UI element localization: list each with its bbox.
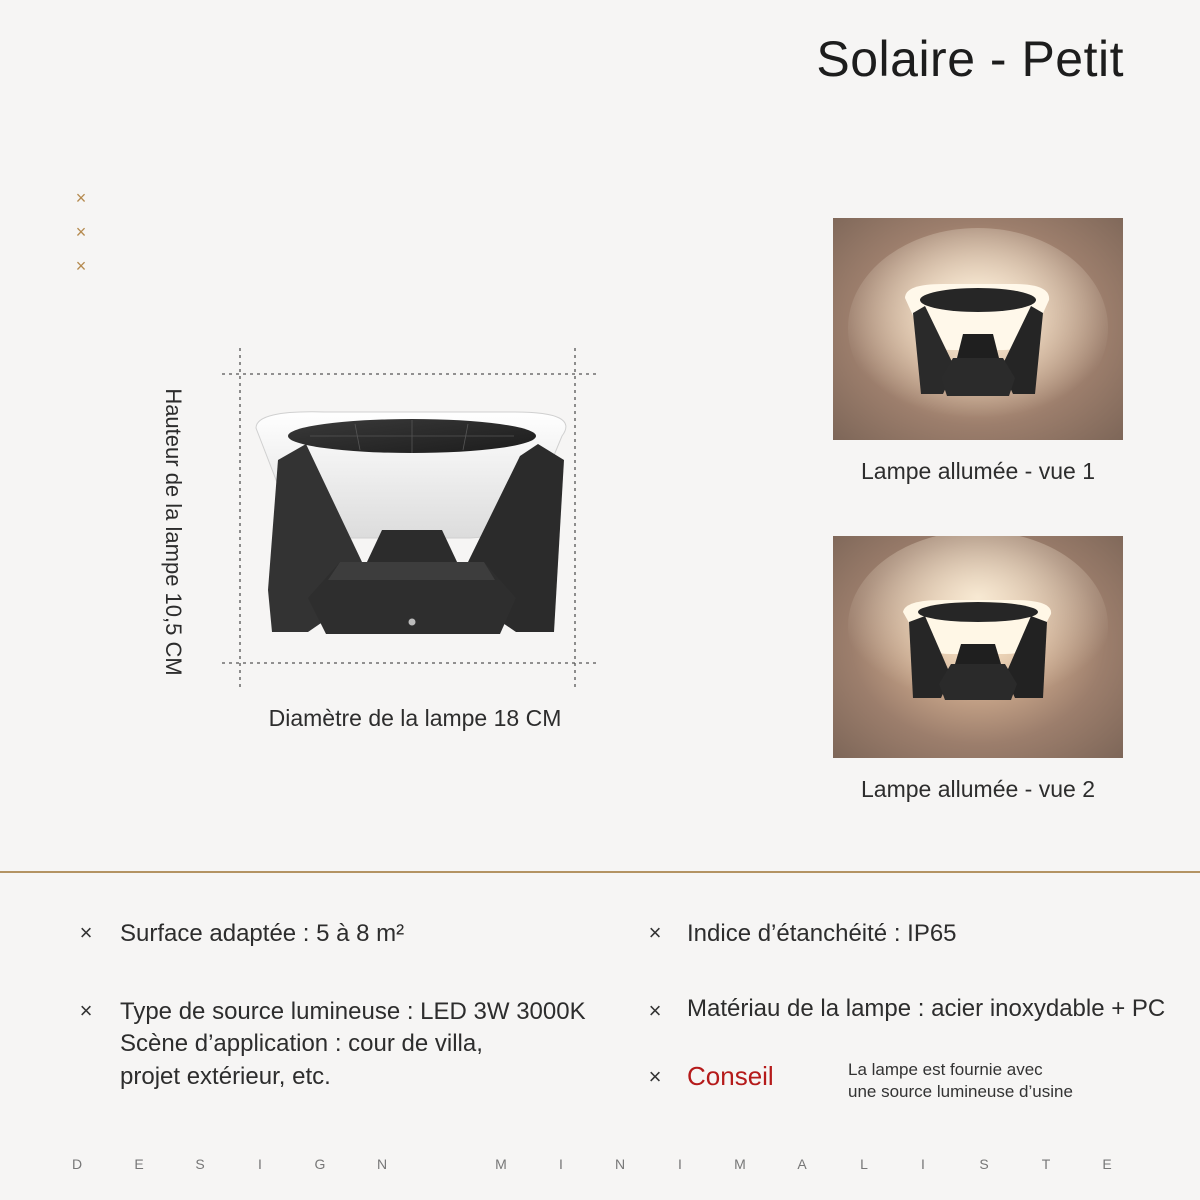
lamp-photo-view-1	[833, 218, 1123, 440]
footer-letter: N	[614, 1156, 626, 1172]
dimension-diagram	[150, 340, 620, 700]
lamp-product-illustration	[150, 340, 620, 700]
spec-surface: Surface adaptée : 5 à 8 m²	[120, 920, 405, 947]
footer-letter: T	[1041, 1156, 1051, 1172]
section-divider	[0, 871, 1200, 873]
tip-note-line-1: La lampe est fournie avec	[848, 1060, 1043, 1079]
footer-letter: I	[559, 1156, 563, 1172]
footer-letter: M	[495, 1156, 507, 1172]
spec-light-source: Type de source lumineuse : LED 3W 3000K	[120, 998, 586, 1025]
tip-note-line-2: une source lumineuse d’usine	[848, 1082, 1073, 1101]
bullet-icon: ×	[648, 998, 662, 1023]
bullet-icon: ×	[648, 1064, 662, 1089]
footer-letter: E	[1102, 1156, 1112, 1172]
gallery-caption-1: Lampe allumée - vue 1	[861, 458, 1095, 484]
footer-letter: S	[195, 1156, 205, 1172]
footer-letter: G	[314, 1156, 326, 1172]
footer-letter: L	[860, 1156, 868, 1172]
footer-letter: M	[734, 1156, 746, 1172]
height-label: Hauteur de la lampe 10,5 CM	[161, 388, 186, 676]
diameter-label: Diamètre de la lampe 18 CM	[268, 705, 562, 731]
spec-scene-line-1: Scène d’application : cour de villa,	[120, 1030, 483, 1057]
bullet-icon: ×	[79, 998, 93, 1023]
side-mark: ×	[75, 188, 87, 208]
footer-letter: D	[71, 1156, 83, 1172]
spec-scene-line-2: projet extérieur, etc.	[120, 1063, 331, 1090]
spec-material: Matériau de la lampe : acier inoxydable + PC	[687, 995, 1166, 1022]
bullet-icon: ×	[79, 920, 93, 945]
footer-letter: A	[797, 1156, 807, 1172]
footer-letter: I	[678, 1156, 682, 1172]
bullet-icon: ×	[648, 920, 662, 945]
footer-letter: S	[979, 1156, 989, 1172]
side-mark: ×	[75, 256, 87, 276]
tip-label: Conseil	[687, 1061, 774, 1091]
lamp-photo-view-2	[833, 536, 1123, 758]
gallery-caption-2: Lampe allumée - vue 2	[861, 776, 1095, 802]
footer-letter: N	[376, 1156, 388, 1172]
footer-letter: I	[258, 1156, 262, 1172]
lamp-lit-image	[833, 218, 1123, 440]
spec-ip-rating: Indice d’étanchéité : IP65	[687, 920, 957, 947]
footer-letter: I	[921, 1156, 925, 1172]
side-mark: ×	[75, 222, 87, 242]
footer-letter: E	[134, 1156, 144, 1172]
page-title: Solaire - Petit	[816, 31, 1124, 87]
lamp-lit-image	[833, 536, 1123, 758]
